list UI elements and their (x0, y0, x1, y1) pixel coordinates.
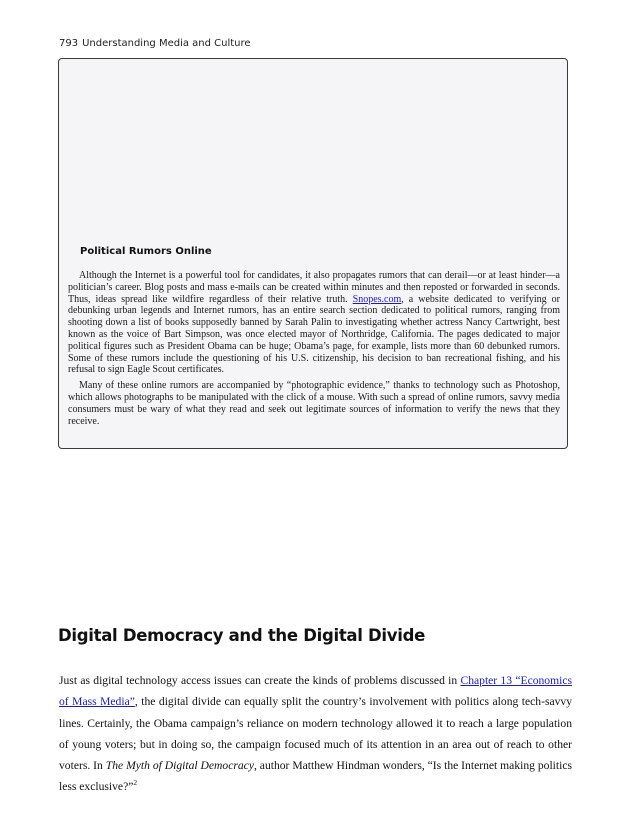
snopes-link[interactable]: Snopes.com (352, 293, 402, 305)
sidebar-box-body (68, 270, 560, 431)
sidebar-box-title: Political Rumors Online (80, 246, 212, 257)
page-number: 793 (59, 38, 79, 49)
section-title: Digital Democracy and the Digital Divide (58, 626, 426, 645)
footnote-marker[interactable]: 2 (133, 778, 138, 788)
book-title-italic: The Myth of Digital Democracy (105, 759, 254, 773)
sidebar-box (58, 58, 568, 449)
chapter-13-link[interactable]: Chapter 13 “Economics of Mass Media” (59, 674, 572, 709)
page-header (59, 38, 251, 49)
sidebar-paragraph-2: Many of these online rumors are accompanied by “photographic evidence,” thanks to technology such as Photoshop, which allows photographs to be manipulated with the click of a mouse. With such a spread of online rumors, savvy media consumers must be wary of what they read and seek out legitimate sources of information to verify the news that they receive. (68, 380, 560, 427)
paragraph-text: Just as digital technology access issues can create the kinds of problems discussed in (59, 674, 461, 687)
paragraph-text: , author Matthew Hindman wonders, “Is the Internet making politics less exclusive?” (59, 759, 572, 794)
book-title: Understanding Media and Culture (82, 38, 251, 49)
sidebar-paragraph-1 (68, 270, 560, 376)
section-paragraph (59, 670, 572, 798)
paragraph-text: , a website dedicated to verifying or debunking urban legends and Internet rumors, has an entire search section dedicated to political rumors, ranging from shooting down a list of books supposedly banned by Sarah Palin to investigating whether actress Nancy Cartwright, best known as the voice of Bart Simpson, was once elected mayor of Northridge, California. The pages dedicated to major political figures such as President Obama can be huge; Obama’s page, for example, lists more than 60 debunked rumors. Some of these rumors include the questioning of his U.S. citizenship, his decision to ban recreational fishing, and his refusal to sign Eagle Scout certificates. (68, 293, 561, 376)
paragraph-text: Although the Internet is a powerful tool for candidates, it also propagates rumors that can derail—or at least hinder—a politician’s career. Blog posts and mass e-mails can be created within minutes and then reposted or forwarded in seconds. Thus, ideas spread like wildfire regardless of their relative truth. (68, 270, 560, 305)
paragraph-text: , the digital divide can equally split the country’s involvement with politics along tech-savvy lines. Certainly, the Obama campaign’s reliance on modern technology allowed it to reach a large population of young voters; but in doing so, the campaign focused much of its attention in an area out of reach to other voters. In (59, 695, 572, 773)
